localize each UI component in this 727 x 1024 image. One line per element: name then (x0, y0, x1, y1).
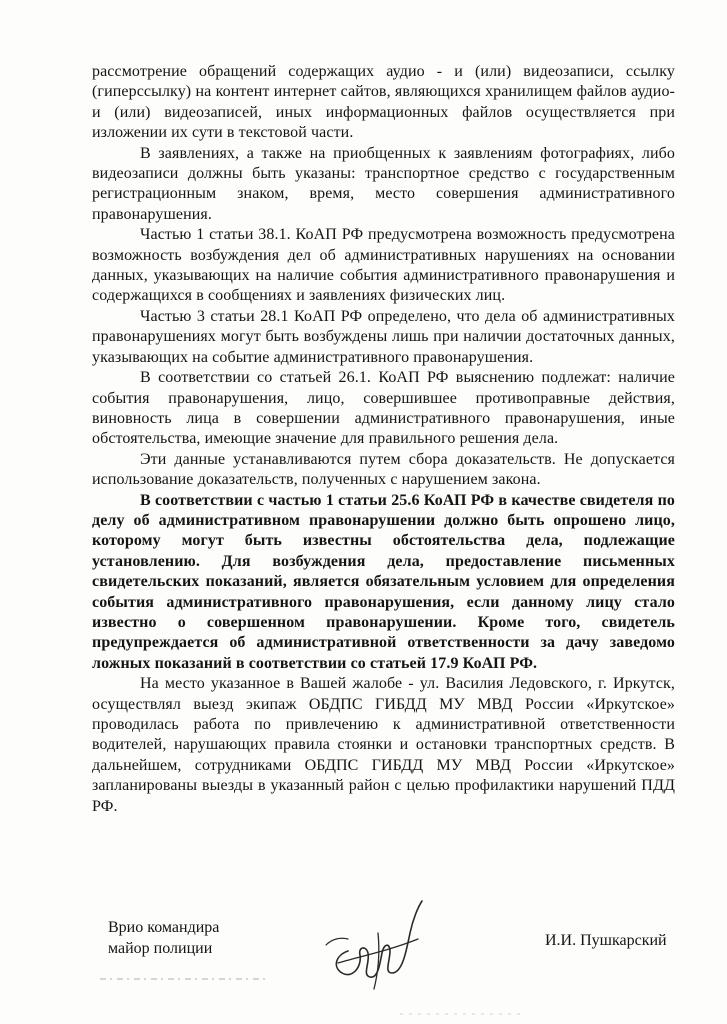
paragraph-article-28-1: Частью 3 статьи 28.1 КоАП РФ определено, что дела об административных правонарушениях могут быть возбуждены лишь при наличии достаточных данных, указывающих на событие административного правонарушения. (92, 307, 675, 366)
signatory-position-line2: майор полиции (108, 940, 213, 957)
scan-artifact-bottom (400, 1012, 520, 1016)
paragraph-site-visit: На место указанное в Вашей жалобе - ул. Василия Ледовского, г. Иркутск, осуществлял выезд экипаж ОБДПС ГИБДД МУ МВД России «Иркутское» проводилась работа по привлечению к административной ответственности водителей, нарушающих правила стоянки и остановки транспортных средств. В дальнейшем, сотрудниками ОБДПС ГИБДД МУ МВД России «Иркутское» запланированы выезды в указанный район с целью профилактики нарушений ПДД РФ. (92, 675, 675, 815)
paragraph-article-38-1: Частью 1 статьи 38.1. КоАП РФ предусмотрена возможность предусмотрена возможность возбуждения дел об административных нарушениях на основании данных, указывающих на наличие события административного правонарушения и содержащихся в сообщениях и заявлениях физических лиц. (92, 226, 675, 305)
paragraph-continuation: рассмотрение обращений содержащих аудио - и (или) видеозаписи, ссылку (гиперссылку) на контент интернет сайтов, являющихся хранилищем файлов аудио- и (или) видеозаписей, иных информационных файлов осуществляется при изложении их сути в текстовой части. (92, 63, 675, 142)
signatory-position (108, 917, 219, 959)
paragraph-article-25-6: В соответствии с частью 1 статьи 25.6 КоАП РФ в качестве свидетеля по делу об административном правонарушении должно быть опрошено лицо, которому могут быть известны обстоятельства дела, подлежащие установлению. Для возбуждения дела, предоставление письменных свидетельских показаний, является обязательным условием для определения события административного правонарушения, если данному лицу стало известно о совершенном правонарушении. Кроме того, свидетель предупреждается об административной ответственности за дачу заведомо ложных показаний в соответствии со статьей 17.9 КоАП РФ. (92, 491, 675, 672)
letter-body (92, 62, 675, 817)
signatory-position-line1: Врио командира (108, 919, 220, 936)
handwritten-signature (318, 893, 428, 993)
paragraph-article-26-1: В соответствии со статьей 26.1. КоАП РФ выяснению подлежат: наличие события правонарушения, лицо, совершившее противоправные действия, виновность лица в совершении административного правонарушения, иные обстоятельства, имеющие значение для правильного решения дела. (92, 369, 675, 448)
scan-artifact (100, 976, 270, 982)
paragraph-requirements: В заявлениях, а также на приобщенных к заявлениям фотографиях, либо видеозаписи должны быть указаны: транспортное средство с государственным регистрационным знаком, время, место совершения административного правонарушения. (92, 144, 675, 223)
paragraph-evidence: Эти данные устанавливаются путем сбора доказательств. Не допускается использование доказательств, полученных с нарушением закона. (92, 450, 675, 489)
signatory-name: И.И. Пушкарский (545, 932, 667, 949)
